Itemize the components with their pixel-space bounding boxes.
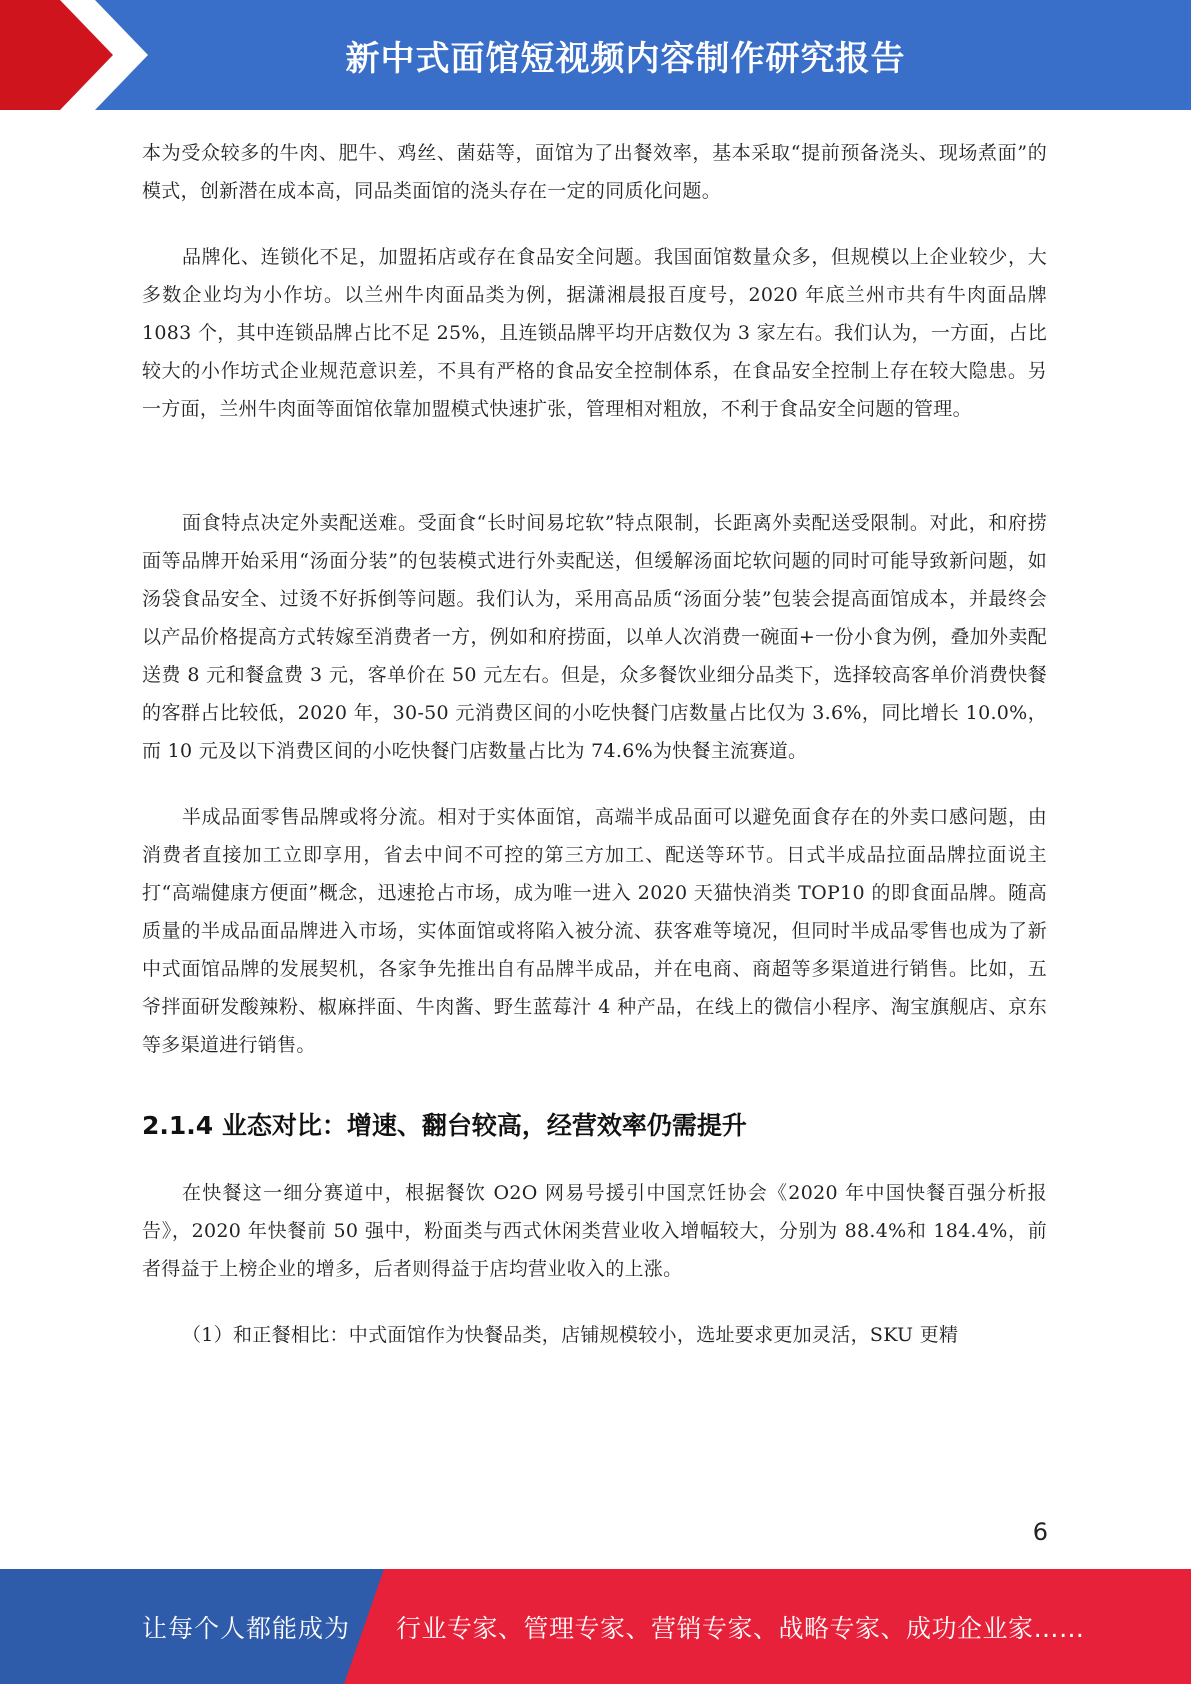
report-body <box>142 134 1047 1354</box>
header-band <box>0 0 1191 110</box>
paragraph-2: 品牌化、连锁化不足，加盟拓店或存在食品安全问题。我国面馆数量众多，但规模以上企业较少，大多数企业均为小作坊。以兰州牛肉面品类为例，据潇湘晨报百度号，2020 年底兰州市共有牛肉面品牌 1083 个，其中连锁品牌占比不足 25%，且连锁品牌平均开店数仅为 3 家左右。我们认为，一方面，占比较大的小作坊式企业规范意识差，不具有严格的食品安全控制体系，在食品安全控制上存在较大隐患。另一方面，兰州牛肉面等面馆依靠加盟模式快速扩张，管理相对粗放，不利于食品安全问题的管理。 <box>142 246 1047 420</box>
paragraph-5: 在快餐这一细分赛道中，根据餐饮 O2O 网易号援引中国烹饪协会《2020 年中国快餐百强分析报告》，2020 年快餐前 50 强中，粉面类与西式休闲类营业收入增幅较大，分别为 88.4%和 184.4%，前者得益于上榜企业的增多，后者则得益于店均营业收入的上涨。 <box>142 1182 1047 1280</box>
document-title: 新中式面馆短视频内容制作研究报告 <box>345 38 906 79</box>
page-number: 6 <box>1032 1518 1048 1546</box>
paragraph-1: 本为受众较多的牛肉、肥牛、鸡丝、菌菇等，面馆为了出餐效率，基本采取“提前预备浇头、现场煮面”的模式，创新潜在成本高，同品类面馆的浇头存在一定的同质化问题。 <box>142 142 1047 202</box>
footer-slogan-left: 让每个人都能成为 <box>142 1613 351 1643</box>
section-heading: 2.1.4 业态对比：增速、翻台较高，经营效率仍需提升 <box>142 1111 747 1140</box>
paragraph-4: 半成品面零售品牌或将分流。相对于实体面馆，高端半成品面可以避免面食存在的外卖口感问题，由消费者直接加工立即享用，省去中间不可控的第三方加工、配送等环节。日式半成品拉面品牌拉面说主打“高端健康方便面”概念，迅速抢占市场，成为唯一进入 2020 天猫快消类 TOP10 的即食面品牌。随高质量的半成品面品牌进入市场，实体面馆或将陷入被分流、获客难等境况，但同时半成品零售也成为了新中式面馆品牌的发展契机，各家争先推出自有品牌半成品，并在电商、商超等多渠道进行销售。比如，五爷拌面研发酸辣粉、椒麻拌面、牛肉酱、野生蓝莓汁 4 种产品，在线上的微信小程序、淘宝旗舰店、京东等多渠道进行销售。 <box>142 806 1047 1056</box>
footer-slogan-right: 行业专家、管理专家、营销专家、战略专家、成功企业家…… <box>396 1613 1085 1643</box>
paragraph-3: 面食特点决定外卖配送难。受面食“长时间易坨软”特点限制，长距离外卖配送受限制。对此，和府捞面等品牌开始采用“汤面分装”的包装模式进行外卖配送，但缓解汤面坨软问题的同时可能导致新问题，如汤袋食品安全、过烫不好拆倒等问题。我们认为，采用高品质“汤面分装”包装会提高面馆成本，并最终会以产品价格提高方式转嫁至消费者一方，例如和府捞面，以单人次消费一碗面+一份小食为例，叠加外卖配送费 8 元和餐盒费 3 元，客单价在 50 元左右。但是，众多餐饮业细分品类下，选择较高客单价消费快餐的客群占比较低，2020 年，30-50 元消费区间的小吃快餐门店数量占比仅为 3.6%，同比增长 10.0%，而 10 元及以下消费区间的小吃快餐门店数量占比为 74.6%为快餐主流赛道。 <box>142 512 1047 762</box>
footer-band <box>0 1569 1191 1684</box>
paragraph-6: （1）和正餐相比：中式面馆作为快餐品类，店铺规模较小，选址要求更加灵活，SKU 更精 <box>182 1324 959 1346</box>
